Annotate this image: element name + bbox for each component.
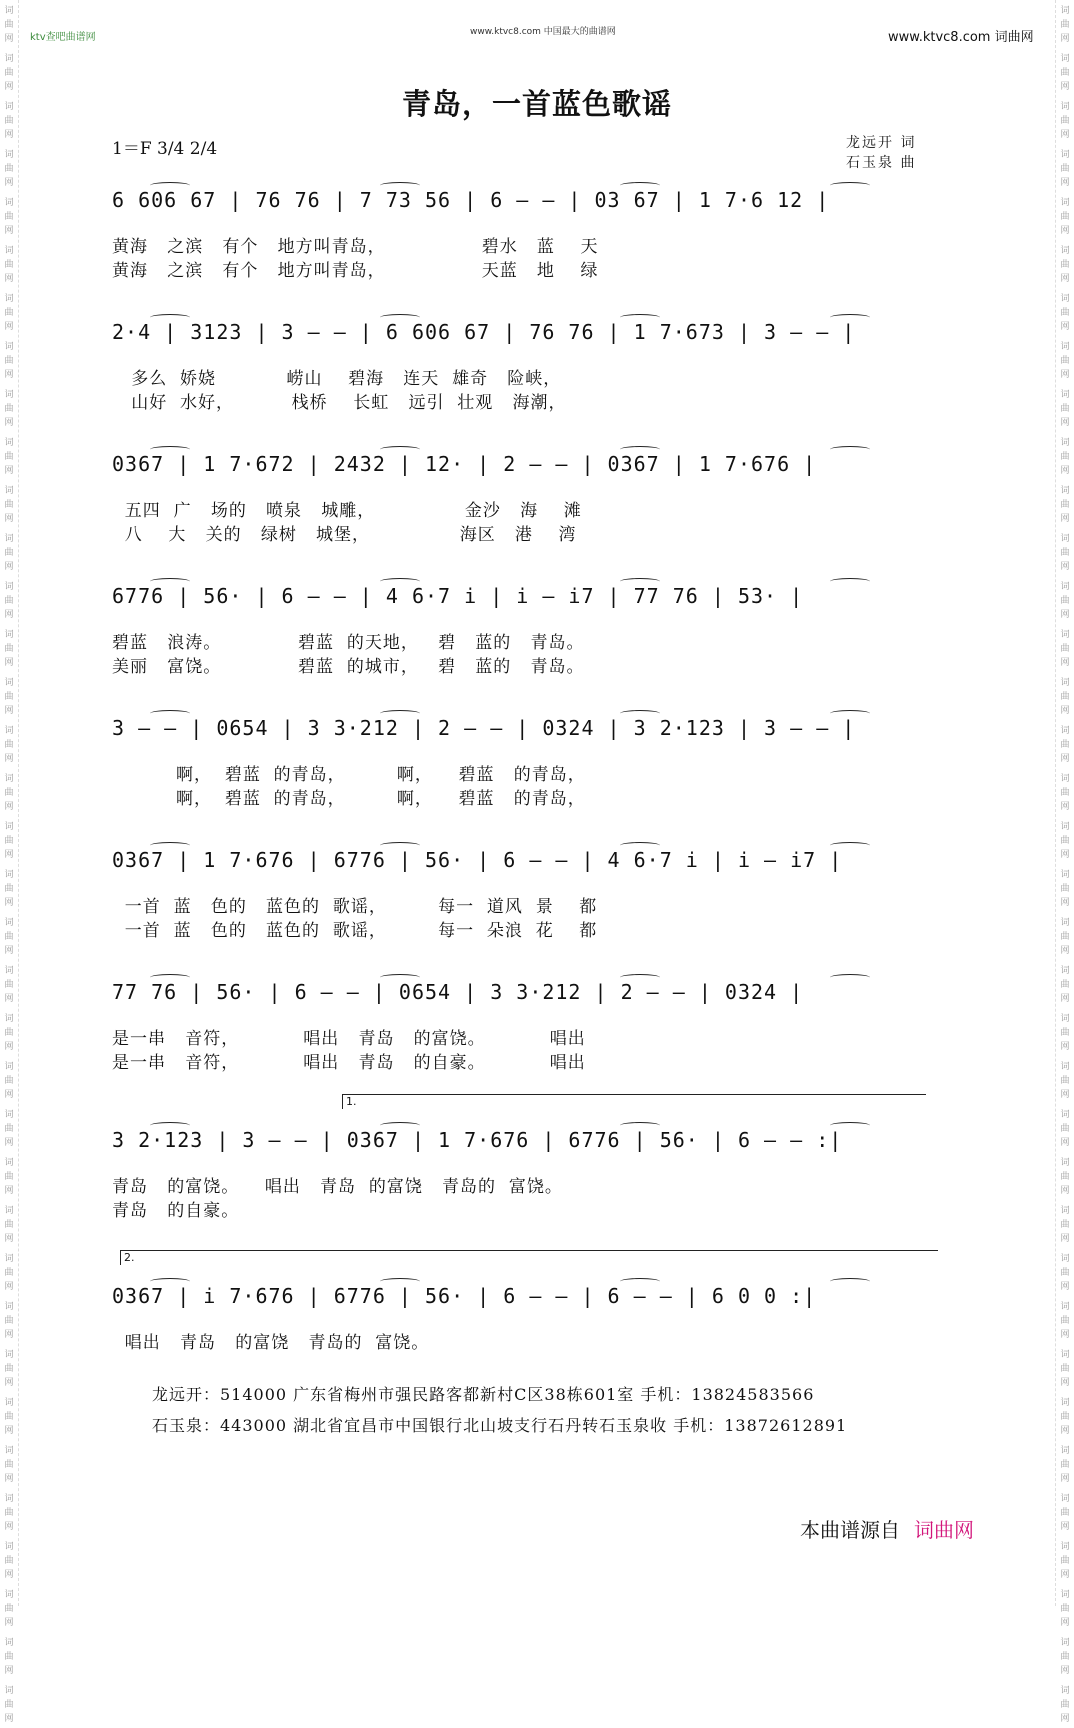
- watermark-char: 词 曲 网: [4, 246, 14, 284]
- watermark-char: 词 曲 网: [1060, 390, 1070, 428]
- watermark-char: 词 曲 网: [1060, 1254, 1070, 1292]
- lyric-verse-2: 山好 水好， 栈桥 长虹 远引 壮观 海潮，: [112, 393, 567, 413]
- slur-mark: [830, 1122, 870, 1129]
- notation-line: 3 2·123 | 3 — — | 0367 | 1 7·676 | 6776 | 56· | 6 — — :|: [112, 1128, 843, 1152]
- watermark-char: 词 曲 网: [1060, 678, 1070, 716]
- slur-mark: [830, 182, 870, 189]
- watermark-char: 词 曲 网: [1060, 150, 1070, 188]
- slur-mark: [620, 974, 660, 981]
- slur-mark: [620, 182, 660, 189]
- watermark-char: 词 曲 网: [4, 1686, 14, 1724]
- score-row: [0, 188, 1074, 300]
- watermark-char: 词 曲 网: [1060, 1110, 1070, 1148]
- slur-mark: [150, 446, 190, 453]
- score-row: [0, 320, 1074, 432]
- slur-mark: [380, 446, 420, 453]
- score-row: [0, 1284, 1074, 1396]
- slur-mark: [380, 974, 420, 981]
- watermark-char: 词 曲 网: [1060, 726, 1070, 764]
- slur-mark: [380, 314, 420, 321]
- score-row: [0, 716, 1074, 828]
- slur-mark: [150, 314, 190, 321]
- watermark-char: 词 曲 网: [4, 1110, 14, 1148]
- score-row: [0, 980, 1074, 1092]
- slur-mark: [380, 842, 420, 849]
- slur-mark: [830, 446, 870, 453]
- contact-lyricist: 龙远开：514000 广东省梅州市强民路客都新村C区38栋601室 手机：13824583566: [152, 1385, 815, 1404]
- slur-mark: [830, 578, 870, 585]
- song-title: 青岛，一首蓝色歌谣: [401, 87, 672, 121]
- watermark-char: 词 曲 网: [4, 438, 14, 476]
- watermark-char: 词 曲 网: [1060, 294, 1070, 332]
- watermark-char: 词 曲 网: [1060, 198, 1070, 236]
- watermark-char: 词 曲 网: [1060, 1590, 1070, 1628]
- notation-line: 0367 | i 7·676 | 6776 | 56· | 6 — — | 6 — — | 6 0 0 :|: [112, 1284, 817, 1308]
- watermark-char: 词 曲 网: [1060, 1302, 1070, 1340]
- watermark-char: 词 曲 网: [4, 630, 14, 668]
- watermark-char: 词 曲 网: [1060, 102, 1070, 140]
- lyric-verse-1: 唱出 青岛 的富饶 青岛的 富饶。: [112, 1333, 430, 1353]
- watermark-char: 词 曲 网: [4, 486, 14, 524]
- watermark-char: 词 曲 网: [4, 6, 14, 44]
- watermark-char: 词 曲 网: [4, 1254, 14, 1292]
- slur-mark: [620, 1122, 660, 1129]
- watermark-char: 词 曲 网: [4, 966, 14, 1004]
- lyricist-credit: 龙远开 词: [846, 135, 917, 151]
- slur-mark: [620, 578, 660, 585]
- watermark-char: 词 曲 网: [1060, 1350, 1070, 1388]
- slur-mark: [150, 1278, 190, 1285]
- lyric-verse-1: 碧蓝 浪涛。 碧蓝 的天地， 碧 蓝的 青岛。: [112, 633, 585, 653]
- slur-mark: [620, 314, 660, 321]
- watermark-char: 词 曲 网: [4, 390, 14, 428]
- slur-mark: [830, 842, 870, 849]
- lyric-verse-1: 五四 广 场的 喷泉 城雕， 金沙 海 滩: [112, 501, 582, 521]
- header-site-center: www.ktvc8.com 中国最大的曲谱网: [470, 27, 616, 37]
- watermark-char: 词 曲 网: [1060, 54, 1070, 92]
- watermark-char: 词 曲 网: [4, 1542, 14, 1580]
- slur-mark: [830, 1278, 870, 1285]
- lyric-verse-1: 啊， 碧蓝 的青岛， 啊， 碧蓝 的青岛，: [112, 765, 586, 785]
- watermark-char: 词 曲 网: [4, 870, 14, 908]
- watermark-char: 词 曲 网: [1060, 1446, 1070, 1484]
- lyric-verse-2: 啊， 碧蓝 的青岛， 啊， 碧蓝 的青岛，: [112, 789, 586, 809]
- watermark-char: 词 曲 网: [1060, 1062, 1070, 1100]
- watermark-char: 词 曲 网: [1060, 438, 1070, 476]
- watermark-char: 词 曲 网: [1060, 1686, 1070, 1724]
- watermark-char: 词 曲 网: [4, 534, 14, 572]
- watermark-char: 词 曲 网: [1060, 1206, 1070, 1244]
- watermark-char: 词 曲 网: [4, 1350, 14, 1388]
- watermark-char: 词 曲 网: [4, 726, 14, 764]
- watermark-char: 词 曲 网: [4, 1206, 14, 1244]
- watermark-char: 词 曲 网: [1060, 342, 1070, 380]
- slur-mark: [380, 182, 420, 189]
- watermark-char: 词 曲 网: [4, 198, 14, 236]
- watermark-char: 词 曲 网: [1060, 486, 1070, 524]
- score-row: [0, 584, 1074, 696]
- composer-credit: 石玉泉 曲: [846, 155, 917, 171]
- watermark-char: 词 曲 网: [1060, 966, 1070, 1004]
- notation-line: 77 76 | 56· | 6 — — | 0654 | 3 3·212 | 2 — — | 0324 |: [112, 980, 804, 1004]
- watermark-char: 词 曲 网: [4, 1014, 14, 1052]
- header-site-right: www.ktvc8.com 词曲网: [888, 30, 1034, 45]
- watermark-char: 词 曲 网: [1060, 582, 1070, 620]
- score-row: [0, 848, 1074, 960]
- contact-composer: 石玉泉：443000 湖北省宜昌市中国银行北山坡支行石丹转石玉泉收 手机：13872612891: [152, 1416, 848, 1435]
- slur-mark: [380, 710, 420, 717]
- slur-mark: [620, 842, 660, 849]
- slur-mark: [380, 1122, 420, 1129]
- watermark-char: 词 曲 网: [4, 1302, 14, 1340]
- notation-line: 2·4 | 3123 | 3 — — | 6 606 67 | 76 76 | 1 7·673 | 3 — — |: [112, 320, 856, 344]
- watermark-char: 词 曲 网: [4, 1158, 14, 1196]
- key-signature: 1＝F 3/4 2/4: [112, 139, 218, 159]
- watermark-char: 词 曲 网: [1060, 6, 1070, 44]
- lyric-verse-1: 多么 娇娆 崂山 碧海 连天 雄奇 险峡，: [112, 369, 562, 389]
- watermark-char: 词 曲 网: [1060, 534, 1070, 572]
- watermark-char: 词 曲 网: [1060, 870, 1070, 908]
- lyric-verse-2: 是一串 音符， 唱出 青岛 的自豪。 唱出: [112, 1053, 586, 1073]
- watermark-char: 词 曲 网: [4, 294, 14, 332]
- slur-mark: [830, 314, 870, 321]
- footer: [800, 1514, 974, 1543]
- lyric-verse-1: 一首 蓝 色的 蓝色的 歌谣， 每一 道风 景 都: [112, 897, 598, 917]
- slur-mark: [150, 974, 190, 981]
- watermark-char: 词 曲 网: [1060, 1158, 1070, 1196]
- watermark-char: 词 曲 网: [1060, 1494, 1070, 1532]
- watermark-char: 词 曲 网: [1060, 1638, 1070, 1676]
- slur-mark: [620, 710, 660, 717]
- slur-mark: [830, 974, 870, 981]
- footer-text: 本曲谱源自: [800, 1518, 900, 1542]
- lyric-verse-1: 黄海 之滨 有个 地方叫青岛， 碧水 蓝 天: [112, 237, 599, 257]
- slur-mark: [620, 446, 660, 453]
- watermark-char: 词 曲 网: [4, 1062, 14, 1100]
- notation-line: 6776 | 56· | 6 — — | 4 6·7 i | i — i7 | 77 76 | 53· |: [112, 584, 804, 608]
- slur-mark: [150, 182, 190, 189]
- header-site-left: ktv查吧曲谱网: [30, 32, 96, 43]
- score-row: [0, 1128, 1074, 1240]
- watermark-char: 词 曲 网: [4, 1638, 14, 1676]
- watermark-char: 词 曲 网: [4, 342, 14, 380]
- watermark-char: 词 曲 网: [1060, 822, 1070, 860]
- watermark-char: 词 曲 网: [1060, 630, 1070, 668]
- lyric-verse-2: 美丽 富饶。 碧蓝 的城市， 碧 蓝的 青岛。: [112, 657, 585, 677]
- watermark-char: 词 曲 网: [4, 102, 14, 140]
- watermark-char: 词 曲 网: [1060, 1014, 1070, 1052]
- lyric-verse-2: 青岛 的自豪。: [112, 1201, 240, 1221]
- slur-mark: [380, 1278, 420, 1285]
- lyric-verse-2: 八 大 关的 绿树 城堡， 海区 港 湾: [112, 525, 577, 545]
- watermark-char: 词 曲 网: [4, 1590, 14, 1628]
- watermark-char: 词 曲 网: [1060, 1542, 1070, 1580]
- lyric-verse-2: 一首 蓝 色的 蓝色的 歌谣， 每一 朵浪 花 都: [112, 921, 598, 941]
- slur-mark: [150, 578, 190, 585]
- lyric-verse-1: 青岛 的富饶。 唱出 青岛 的富饶 青岛的 富饶。: [112, 1177, 563, 1197]
- notation-line: 6 606 67 | 76 76 | 7 73 56 | 6 — — | 03 67 | 1 7·6 12 |: [112, 188, 830, 212]
- watermark-char: 词 曲 网: [1060, 246, 1070, 284]
- volta-second: 2.: [120, 1250, 938, 1265]
- watermark-char: 词 曲 网: [4, 678, 14, 716]
- watermark-char: 词 曲 网: [4, 1494, 14, 1532]
- watermark-char: 词 曲 网: [1060, 774, 1070, 812]
- watermark-char: 词 曲 网: [4, 822, 14, 860]
- score-row: [0, 452, 1074, 564]
- watermark-char: 词 曲 网: [1060, 918, 1070, 956]
- watermark-char: 词 曲 网: [4, 582, 14, 620]
- slur-mark: [380, 578, 420, 585]
- lyric-verse-1: 是一串 音符， 唱出 青岛 的富饶。 唱出: [112, 1029, 586, 1049]
- watermark-char: 词 曲 网: [4, 54, 14, 92]
- watermark-char: 词 曲 网: [4, 774, 14, 812]
- watermark-char: 词 曲 网: [4, 918, 14, 956]
- footer-brand: 词曲网: [914, 1518, 974, 1542]
- notation-line: 3 — — | 0654 | 3 3·212 | 2 — — | 0324 | 3 2·123 | 3 — — |: [112, 716, 856, 740]
- slur-mark: [150, 842, 190, 849]
- watermark-char: 词 曲 网: [1060, 1398, 1070, 1436]
- watermark-char: 词 曲 网: [4, 1446, 14, 1484]
- notation-line: 0367 | 1 7·672 | 2432 | 12· | 2 — — | 0367 | 1 7·676 |: [112, 452, 817, 476]
- slur-mark: [620, 1278, 660, 1285]
- notation-line: 0367 | 1 7·676 | 6776 | 56· | 6 — — | 4 6·7 i | i — i7 |: [112, 848, 843, 872]
- slur-mark: [150, 710, 190, 717]
- volta-first: 1.: [342, 1094, 926, 1109]
- watermark-char: 词 曲 网: [4, 150, 14, 188]
- slur-mark: [830, 710, 870, 717]
- lyric-verse-2: 黄海 之滨 有个 地方叫青岛， 天蓝 地 绿: [112, 261, 599, 281]
- watermark-char: 词 曲 网: [4, 1398, 14, 1436]
- slur-mark: [150, 1122, 190, 1129]
